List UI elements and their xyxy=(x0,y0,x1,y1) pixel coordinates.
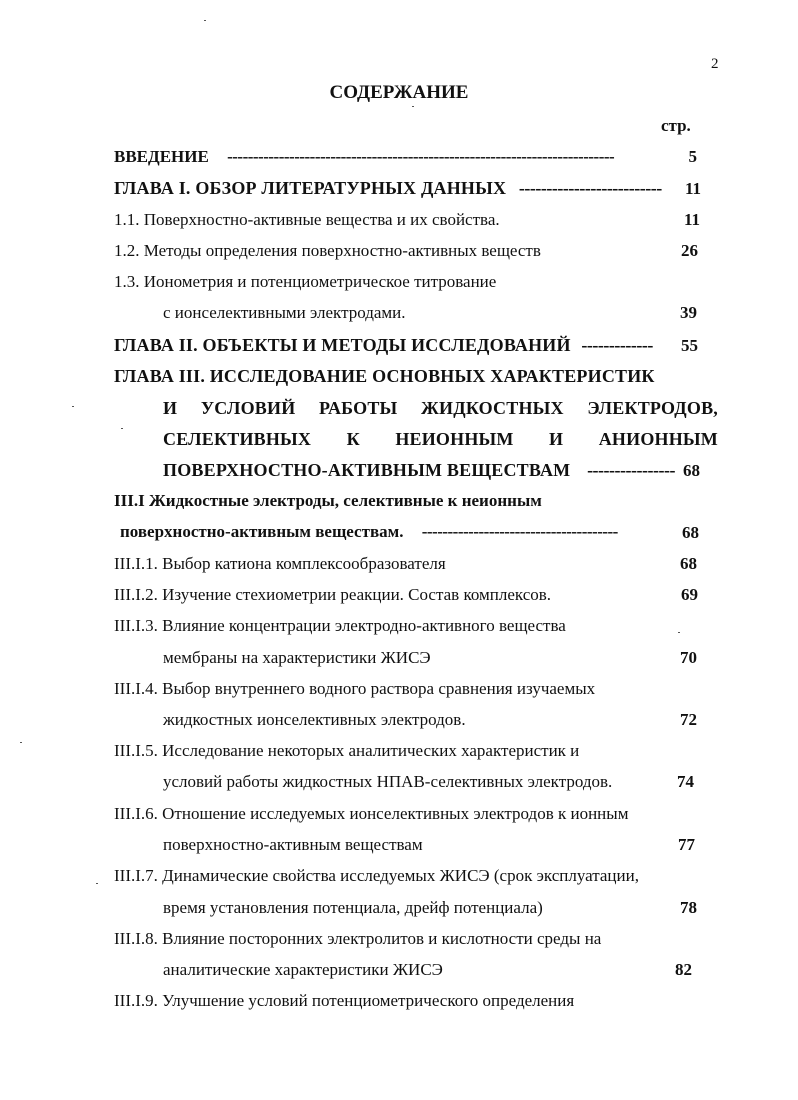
toc-entry-introduction xyxy=(114,147,614,167)
toc-page-number: 68 xyxy=(682,523,699,542)
toc-page-number: 69 xyxy=(681,585,698,604)
toc-entry-chapter-1 xyxy=(114,178,662,198)
toc-page-number: 68 xyxy=(683,461,700,480)
toc-leader-dots: ------------- xyxy=(581,335,653,355)
toc-entry-3-1-4: III.I.4. Выбор внутреннего водного раствора сравнения изучаемых xyxy=(114,679,596,698)
toc-entry-3-1-7: III.I.7. Динамические свойства исследуемых ЖИСЭ (срок эксплуатации, xyxy=(114,866,639,885)
toc-entry-title: ГЛАВА I. ОБЗОР ЛИТЕРАТУРНЫХ ДАННЫХ xyxy=(114,178,507,198)
page-number: 2 xyxy=(711,56,719,72)
toc-entry-3-1-9: III.I.9. Улучшение условий потенциометрического определения xyxy=(114,991,575,1010)
toc-page-number: 11 xyxy=(684,179,701,198)
scan-speck xyxy=(72,406,74,407)
toc-entry-1-3-continuation: с ионселективными электродами. xyxy=(163,303,406,322)
toc-entry-3-1-8: III.I.8. Влияние посторонних электролитов и кислотности среды на xyxy=(114,929,602,948)
toc-entry-3-1-2: III.I.2. Изучение стехиометрии реакции. Состав комплексов. xyxy=(114,585,552,604)
toc-page-number: 70 xyxy=(680,648,697,667)
toc-entry-title: поверхностно-активным веществам. xyxy=(120,522,404,541)
toc-entry-1-2: 1.2. Методы определения поверхностно-активных веществ xyxy=(114,241,541,260)
toc-entry-3-1-6-continuation: поверхностно-активным веществам xyxy=(163,835,423,854)
toc-entry-3-1-3-continuation: мембраны на характеристики ЖИСЭ xyxy=(163,648,431,667)
toc-entry-chapter-3-line-4 xyxy=(163,460,675,480)
toc-page-number: 68 xyxy=(680,554,697,573)
toc-leader-dots: -------------------------------------- xyxy=(421,522,618,541)
toc-entry-chapter-3: ГЛАВА III. ИССЛЕДОВАНИЕ ОСНОВНЫХ ХАРАКТЕРИСТИК xyxy=(114,366,655,386)
toc-page-number: 74 xyxy=(677,772,694,791)
toc-entry-chapter-3-line-3: СЕЛЕКТИВНЫХ К НЕИОННЫМ И АНИОННЫМ xyxy=(163,429,718,449)
scan-speck xyxy=(96,883,98,884)
toc-entry-title: ВВЕДЕНИЕ xyxy=(114,147,209,166)
toc-entry-title: ПОВЕРХНОСТНО-АКТИВНЫМ ВЕЩЕСТВАМ xyxy=(163,460,571,480)
toc-leader-dots: ---------------- xyxy=(587,460,675,480)
toc-entry-1-3: 1.3. Ионометрия и потенциометрическое титрование xyxy=(114,272,497,291)
toc-page-number: 77 xyxy=(678,835,695,854)
toc-page-number: 72 xyxy=(680,710,697,729)
toc-entry-section-3-1-continuation xyxy=(120,522,618,542)
toc-entry-3-1-5-continuation: условий работы жидкостных НПАВ-селективных электродов. xyxy=(163,772,613,791)
page-title: СОДЕРЖАНИЕ xyxy=(329,82,469,103)
scan-speck xyxy=(121,428,123,429)
toc-entry-3-1-1: III.I.1. Выбор катиона комплексообразователя xyxy=(114,554,446,573)
toc-page-number: 78 xyxy=(680,898,697,917)
toc-entry-chapter-3-line-2: И УСЛОВИЙ РАБОТЫ ЖИДКОСТНЫХ ЭЛЕКТРОДОВ, xyxy=(163,398,718,418)
toc-entry-3-1-4-continuation: жидкостных ионселективных электродов. xyxy=(163,710,466,729)
toc-entry-3-1-5: III.I.5. Исследование некоторых аналитических характеристик и xyxy=(114,741,580,760)
toc-page-number: 11 xyxy=(683,210,700,229)
toc-entry-title: ГЛАВА II. ОБЪЕКТЫ И МЕТОДЫ ИССЛЕДОВАНИЙ xyxy=(114,335,571,355)
scan-speck xyxy=(412,106,414,107)
toc-entry-chapter-2 xyxy=(114,335,653,355)
page-column-label: стр. xyxy=(661,116,691,135)
toc-page-number: 5 xyxy=(688,147,697,166)
toc-entry-3-1-3: III.I.3. Влияние концентрации электродно-активного вещества xyxy=(114,616,566,635)
scan-speck xyxy=(204,20,206,21)
scan-speck xyxy=(678,632,680,633)
toc-entry-3-1-8-continuation: аналитические характеристики ЖИСЭ xyxy=(163,960,443,979)
toc-page-number: 82 xyxy=(675,960,692,979)
toc-entry-3-1-6: III.I.6. Отношение исследуемых ионселективных электродов к ионным xyxy=(114,804,629,823)
toc-entry-3-1-7-continuation: время установления потенциала, дрейф потенциала) xyxy=(163,898,543,917)
toc-entry-1-1: 1.1. Поверхностно-активные вещества и их свойства. xyxy=(114,210,500,229)
toc-entry-section-3-1: III.I Жидкостные электроды, селективные к неионным xyxy=(114,491,542,510)
toc-leader-dots: -------------------------- xyxy=(518,178,662,198)
toc-page-number: 39 xyxy=(680,303,697,322)
toc-page-number: 55 xyxy=(681,336,698,355)
scan-speck xyxy=(20,742,22,743)
toc-page-number: 26 xyxy=(681,241,698,260)
toc-leader-dots: --------------------------------------------------------------------------- xyxy=(227,147,615,166)
